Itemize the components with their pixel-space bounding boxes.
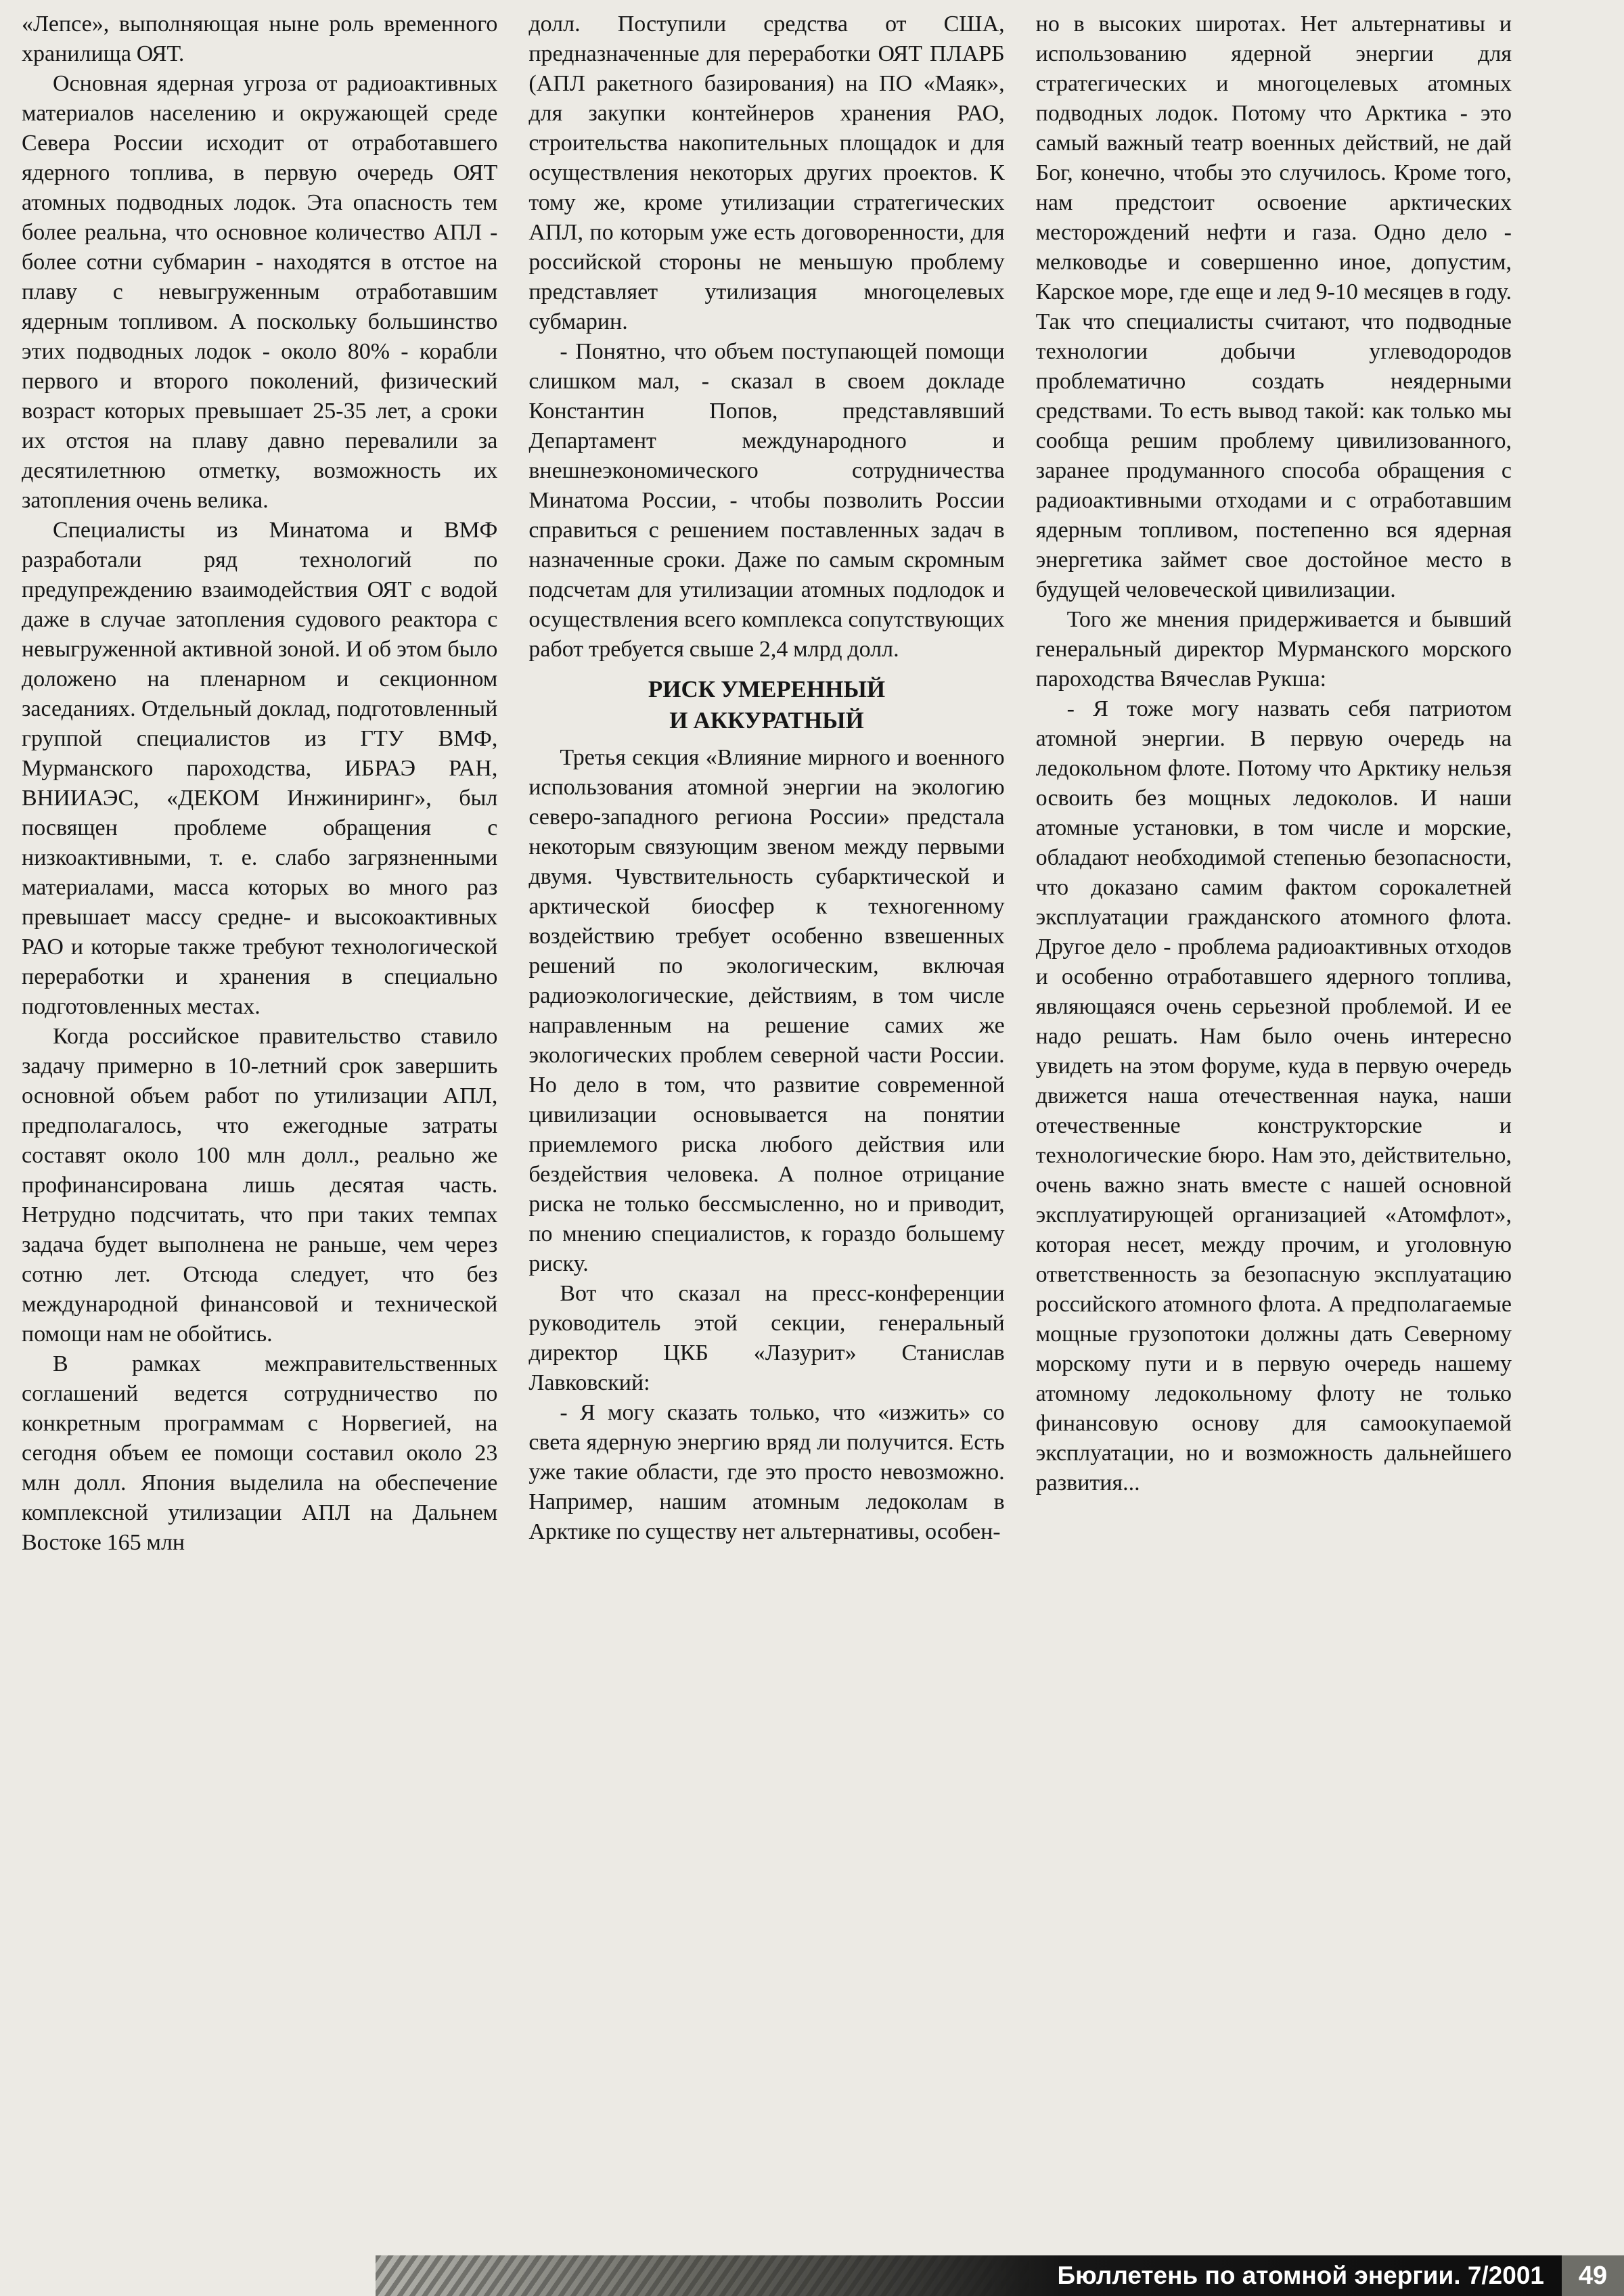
paragraph: но в высоких широтах. Нет альтернативы и использованию ядерной энергии для стратегических и многоцелевых атомных подводных лодок. Потому что Арктика - это самый важный театр военных действий, не дай Бог, конечно, чтобы это случилось. Кроме того, нам предстоит освоение арктических месторождений нефти и газа. Одно дело - мелководье и совершенно иное, допустим, Карское море, где еще и лед 9-10 месяцев в году. Так что специалисты считают, что подводные технологии добычи углеводородов проблематично создать неядерными средствами. То есть вывод такой: как только мы сообща решим проблему цивилизованного, заранее продуманного способа обращения с радиоактивными отходами и с отработавшим ядерным топливом, постепенно вся ядерная энергетика займет свое достойное место в будущей человеческой цивилизации.	[1035, 12, 1512, 602]
page-number: 49	[1562, 2255, 1624, 2296]
column-2	[528, 9, 1004, 1558]
paragraph: Когда российское правительство ставило задачу примерно в 10-летний срок завершить основной объем работ по утилизации АПЛ, предполагалось, что ежегодные затраты составят около 100 млн долл., реально же профинансирована лишь десятая часть. Нетрудно подсчитать, что при таких темпах задача будет выполнена не раньше, чем через сотню лет. Отсюда следует, что без международной финансовой и технической помощи нам не обойтись.	[22, 1024, 498, 1347]
text-columns	[22, 9, 1512, 1558]
paragraph: В рамках межправительственных соглашений ведется сотрудничество по конкретным программам с Норвегией, на сегодня объем ее помощи составил около 23 млн долл. Япония выделила на обеспечение комплексной утилизации АПЛ на Дальнем Востоке 165 млн	[22, 1351, 498, 1555]
column-3	[1036, 9, 1512, 1558]
paragraph: - Я тоже могу назвать себя патриотом атомной энергии. В первую очередь на ледокольном флоте. Потому что Арктику нельзя освоить без мощных ледоколов. И наши атомные установки, в том числе и морские, обладают необходимой степенью безопасности, что доказано самим фактом сорокалетней эксплуатации гражданского атомного флота. Другое дело - проблема радиоактивных отходов и особенно отработавшего ядерного топлива, являющаяся очень серьезной проблемой. И ее надо решать. Нам было очень интересно увидеть на этом форуме, куда в первую очередь движется наша отечественная наука, наши отечественные конструкторские и технологические бюро. Нам это, действительно, очень важно знать вместе с нашей основной эксплуатирующей организацией «Атомфлот», которая несет, между прочим, и уголовную ответственность за безопасную эксплуатацию российского атомного флота. А предполагаемые мощные грузопотоки должны дать Северному морскому пути и в первую очередь нашему атомному ледокольному флоту не только финансовую основу для самоокупаемой эксплуатации, но и возможность дальнейшего развития...	[1035, 696, 1512, 1495]
paragraph: Вот что сказал на пресс-конференции руководитель этой секции, генеральный директор ЦКБ «Лазурит» Станислав Лавковский:	[528, 1281, 1005, 1395]
paragraph: - Понятно, что объем поступающей помощи слишком мал, - сказал в своем докладе Константин Попов, представлявший Департамент международного и внешнеэкономического сотрудничества Минатома России, - чтобы позволить России справиться с решением поставленных задач в назначенные сроки. Даже по самым скромным подсчетам для утилизации атомных подлодок и осуществления всего комплекса сопутствующих работ требуется свыше 2,4 млрд долл.	[528, 339, 1005, 662]
paragraph: - Я могу сказать только, что «изжить» со света ядерную энергию вряд ли получится. Есть уже такие области, где это просто невозможно. Например, нашим атомным ледоколам в Арктике по существу нет альтернативы, особен-	[528, 1400, 1005, 1544]
section-heading	[528, 674, 1004, 736]
journal-title: Бюллетень по атомной энергии. 7/2001	[1057, 2261, 1544, 2289]
section-heading-line: РИСК УМЕРЕННЫЙ	[648, 676, 886, 702]
paragraph: Специалисты из Минатома и ВМФ разработали ряд технологий по предупреждению взаимодействия ОЯТ с водой даже в случае затопления судового реактора с невыгруженной активной зоной. И об этом было доложено на пленарном и секционном заседаниях. Отдельный доклад, подготовленный группой специалистов из ГТУ ВМФ, Мурманского пароходства, ИБРАЭ РАН, ВНИИАЭС, «ДЕКОМ Инжиниринг», был посвящен проблеме обращения с низкоактивными, т. е. слабо загрязненными материалами, масса которых во много раз превышает массу средне- и высокоактивных РАО и которые также требуют технологической переработки и хранения в специально подготовленных местах.	[22, 518, 498, 1019]
paragraph: Третья секция «Влияние мирного и военного использования атомной энергии на экологию северо-западного региона России» предстала некоторым связующим звеном между первыми двумя. Чувствительность субарктической и арктической биосфер к техногенному воздействию требует особенно взвешенных решений по экологическим, включая радиоэкологические, действиям, в том числе направленным на решение самих же экологических проблем северной части России. Но дело в том, что развитие современной цивилизации основывается на понятии приемлемого риска любого действия или бездействия человека. А полное отрицание риска не только бессмысленно, но и приводит, по мнению специалистов, к гораздо большему риску.	[528, 745, 1005, 1276]
section-heading-line: И АККУРАТНЫЙ	[669, 707, 864, 734]
column-1	[22, 9, 497, 1558]
paragraph: Основная ядерная угроза от радиоактивных материалов населению и окружающей среде Севера России исходит от отработавшего ядерного топлива, в первую очередь ОЯТ атомных подводных лодок. Эта опасность тем более реальна, что основное количество АПЛ - более сотни субмарин - находятся в отстое на плаву с невыгруженным отработавшим ядерным топливом. А поскольку большинство этих подводных лодок - около 80% - корабли первого и второго поколений, физический возраст которых превышает 25-35 лет, а сроки их отстоя на плаву давно перевалили за десятилетнюю отметку, возможность их затопления очень велика.	[22, 71, 498, 513]
paragraph: долл. Поступили средства от США, предназначенные для переработки ОЯТ ПЛАРБ (АПЛ ракетного базирования) на ПО «Маяк», для закупки контейнеров хранения РАО, строительства накопительных площадок и для осуществления некоторых других проектов. К тому же, кроме утилизации стратегических АПЛ, по которым уже есть договоренности, для российской стороны не меньшую проблему представляет утилизация многоцелевых субмарин.	[528, 12, 1005, 334]
paragraph: Того же мнения придерживается и бывший генеральный директор Мурманского морского пароходства Вячеслав Рукша:	[1035, 607, 1512, 692]
stripe-pattern	[376, 2255, 1031, 2296]
paragraph: «Лепсе», выполняющая ныне роль временного хранилища ОЯТ.	[22, 12, 498, 66]
footer-bar	[376, 2255, 1624, 2296]
